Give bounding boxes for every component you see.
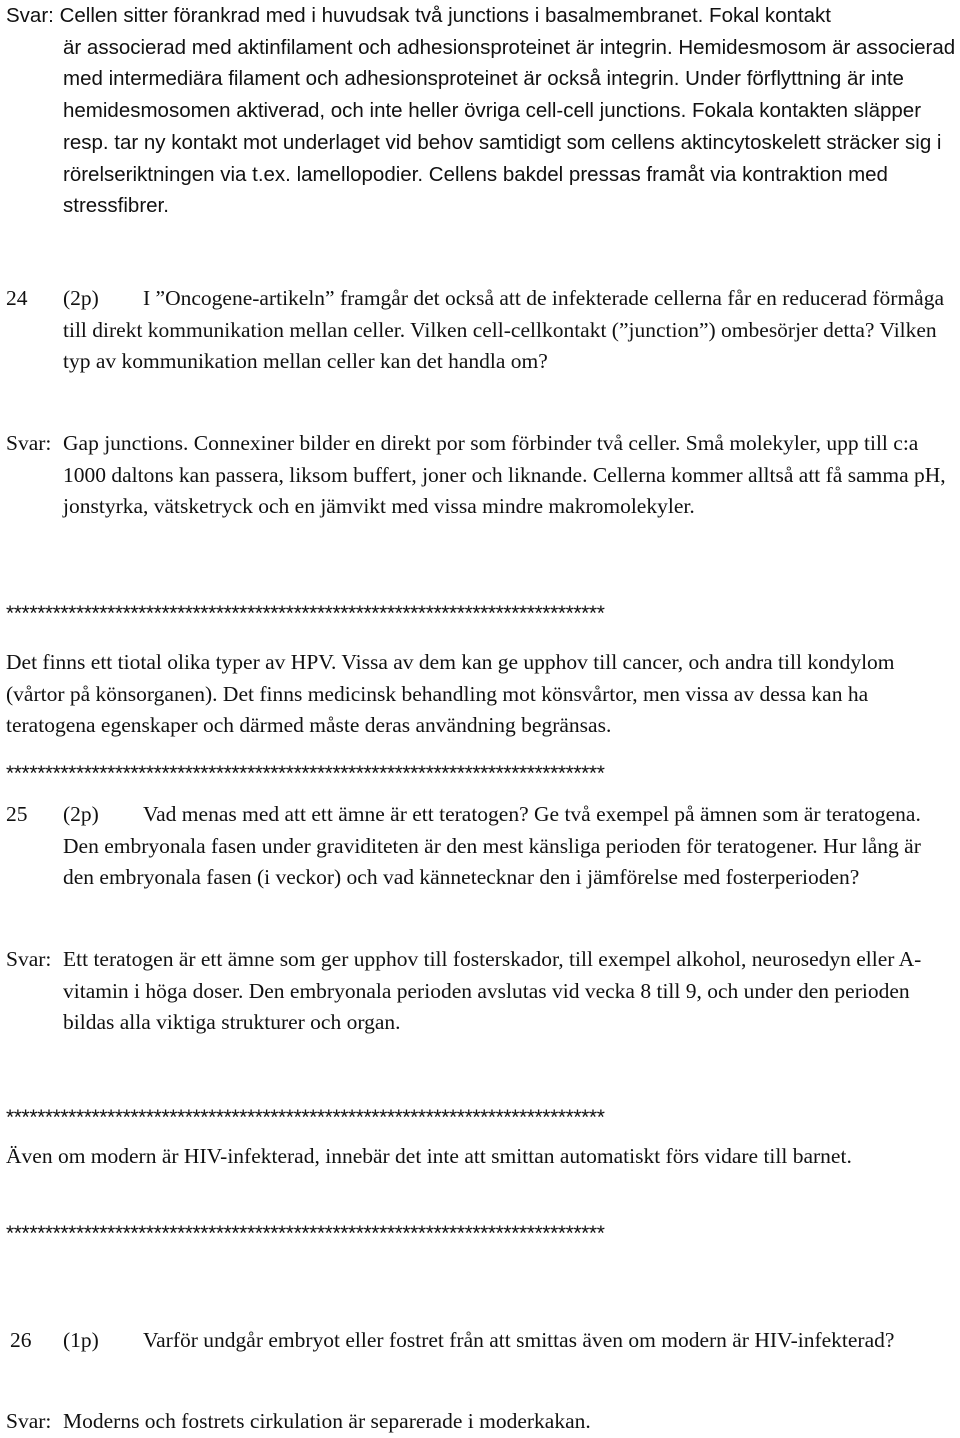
answer-text: Ett teratogen är ett ämne som ger upphov till fosterskador, till exempel alkohol, neurosedyn eller A-vitamin i höga doser. Den embryonala perioden avslutas vid vecka 8 till 9, och under den perioden bildas alla viktiga strukturer och organ. <box>63 947 922 1035</box>
info-hiv: Även om modern är HIV-infekterad, innebär det inte att smittan automatiskt förs vidare till barnet. <box>6 1144 852 1168</box>
answer-text: Gap junctions. Connexiner bilder en direkt por som förbinder två celler. Små molekyler, upp till c:a 1000 daltons kan passera, liksom buffert, joner och liknande. Cellerna kommer alltså att få samma pH, jonstyrka, vätsketryck och en jämvikt med vissa mindre makromolekyler. <box>63 431 946 519</box>
answer-label: Svar: <box>6 1409 52 1433</box>
answer-26 <box>6 1406 956 1438</box>
answer-text: Moderns och fostrets cirkulation är separerade i moderkakan. <box>63 1409 591 1433</box>
question-points: (1p) <box>63 1328 99 1352</box>
separator-line: ***************************************************************************** <box>6 1107 605 1129</box>
answer-23 <box>6 0 956 222</box>
question-text: Varför undgår embryot eller fostret från att smittas även om modern är HIV-infekterad? <box>143 1328 895 1352</box>
answer-23-text: är associerad med aktinfilament och adhesionsproteinet är integrin. Hemidesmosom är associerad med intermediära filament och adhesionsproteinet är också integrin. Under förflyttning är inte hemidesmosomen aktiverad, och inte heller övriga cell-cell junctions. Fokala kontakten släpper resp. tar ny kontakt mot underlaget vid behov samtidigt som cellens aktincytoskelett sträcker sig i rörelseriktningen via t.ex. lamellopodier. Cellens bakdel pressas framåt via kontraktion med stressfibrer. <box>63 35 956 218</box>
question-25 <box>6 799 956 894</box>
question-number: 24 <box>6 286 28 310</box>
answer-25 <box>6 944 956 1039</box>
question-number: 26 <box>10 1328 32 1352</box>
question-text: I ”Oncogene-artikeln” framgår det också att de infekterade cellerna får en reducerad förmåga till direkt kommunikation mellan celler. Vilken cell-cellkontakt (”junction”) ombesörjer detta? Vilken typ av kommunikation mellan celler kan det handla om? <box>63 286 945 374</box>
answer-label: Svar: <box>6 4 54 27</box>
question-text: Vad menas med att ett ämne är ett teratogen? Ge två exempel på ämnen som är teratogena. Den embryonala fasen under graviditeten är den mest känsliga perioden för teratogener. Hur lång är den embryonala fasen (i veckor) och vad kännetecknar den i jämförelse med fosterperioden? <box>63 802 921 890</box>
answer-label: Svar: <box>6 431 52 455</box>
separator-line: ***************************************************************************** <box>6 1223 605 1245</box>
separator-line: ***************************************************************************** <box>6 603 605 625</box>
info-hpv: Det finns ett tiotal olika typer av HPV. Vissa av dem kan ge upphov till cancer, och andra till kondylom (vårtor på könsorganen). Det finns medicinsk behandling mot könsvårtor, men vissa av dessa kan ha teratogena egenskaper och därmed måste deras användning begränsas. <box>6 650 895 738</box>
question-points: (2p) <box>63 286 99 310</box>
answer-24 <box>6 428 956 523</box>
answer-label: Svar: <box>6 947 52 971</box>
question-26 <box>6 1325 956 1357</box>
question-number: 25 <box>6 802 28 826</box>
answer-23-first-line: Cellen sitter förankrad med i huvudsak två junctions i basalmembranet. Fokal kontakt <box>59 4 831 27</box>
question-24 <box>6 283 956 378</box>
separator-line: ***************************************************************************** <box>6 763 605 785</box>
question-points: (2p) <box>63 802 99 826</box>
